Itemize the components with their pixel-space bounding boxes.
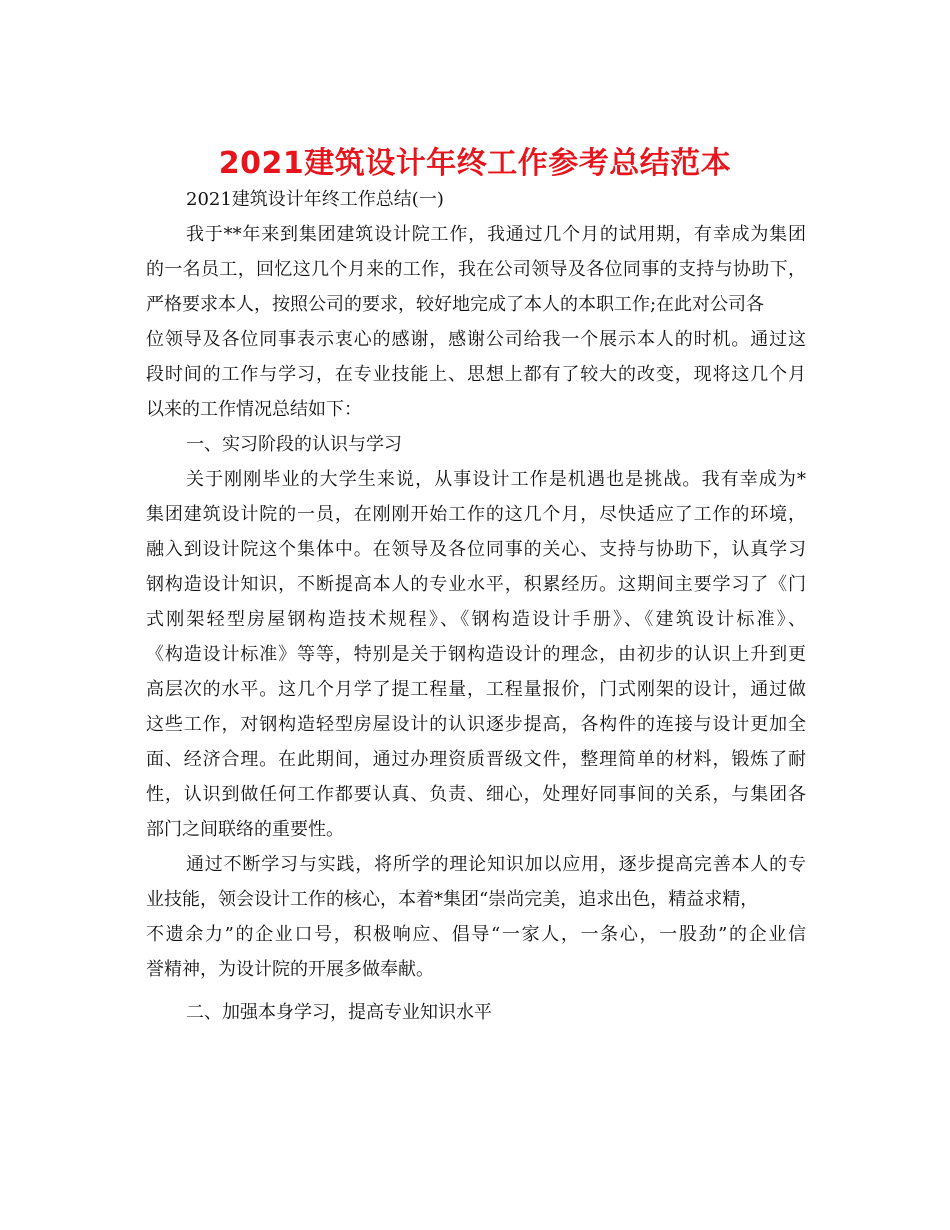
document-body [146,182,806,1030]
text-line: 我于**年来到集团建筑设计院工作，我通过几个月的试用期，有幸成为集团 [186,224,806,245]
text-line: 这些工作，对钢构造轻型房屋设计的认识逐步提高，各构件的连接与设计更加全 [146,714,806,735]
text-line: 誉精神，为设计院的开展多做奉献。 [146,959,434,980]
text-line: 严格要求本人，按照公司的要求，较好地完成了本人的本职工作;在此对公司各 [146,294,765,315]
text-line: 位领导及各位同事表示衷心的感谢，感谢公司给我一个展示本人的时机。通过这 [146,329,806,350]
text-line: 集团建筑设计院的一员，在刚刚开始工作的这几个月，尽快适应了工作的环境， [146,504,806,525]
text-line: 关于刚刚毕业的大学生来说，从事设计工作是机遇也是挑战。我有幸成为* [186,469,806,490]
text-line: 二、加强本身学习，提高专业知识水平 [186,1002,492,1023]
text-line: 式刚架轻型房屋钢构造技术规程》、《钢构造设计手册》、《建筑设计标准》、 [146,609,806,630]
text-line: 不遗余力”的企业口号，积极响应、倡导“一家人，一条心，一股劲”的企业信 [146,924,806,945]
text-line: 融入到设计院这个集体中。在领导及各位同事的关心、支持与协助下，认真学习 [146,539,806,560]
text-line: 《构造设计标准》等等，特别是关于钢构造设计的理念，由初步的认识上升到更 [146,644,806,665]
text-line: 业技能，领会设计工作的核心，本着*集团“崇尚完美，追求出色，精益求精， [146,889,759,910]
text-line: 以来的工作情况总结如下： [146,399,362,420]
text-line: 性，认识到做任何工作都要认真、负责、细心，处理好同事间的关系，与集团各 [146,784,806,805]
document-title: 2021建筑设计年终工作参考总结范本 [218,146,732,181]
text-line: 面、经济合理。在此期间，通过办理资质晋级文件，整理简单的材料，锻炼了耐 [146,749,806,770]
text-line: 一、实习阶段的认识与学习 [186,434,402,455]
text-line: 2021建筑设计年终工作总结(一) [186,189,444,210]
text-line: 钢构造设计知识，不断提高本人的专业水平，积累经历。这期间主要学习了《门 [146,574,806,595]
text-line: 段时间的工作与学习，在专业技能上、思想上都有了较大的改变，现将这几个月 [146,364,806,385]
text-line: 通过不断学习与实践，将所学的理论知识加以应用，逐步提高完善本人的专 [186,854,806,875]
paragraph-gap [146,987,806,995]
text-line: 部门之间联络的重要性。 [146,819,344,840]
text-line: 的一名员工，回忆这几个月来的工作，我在公司领导及各位同事的支持与协助下， [146,259,806,280]
text-line: 高层次的水平。这几个月学了提工程量，工程量报价，门式刚架的设计，通过做 [146,679,806,700]
